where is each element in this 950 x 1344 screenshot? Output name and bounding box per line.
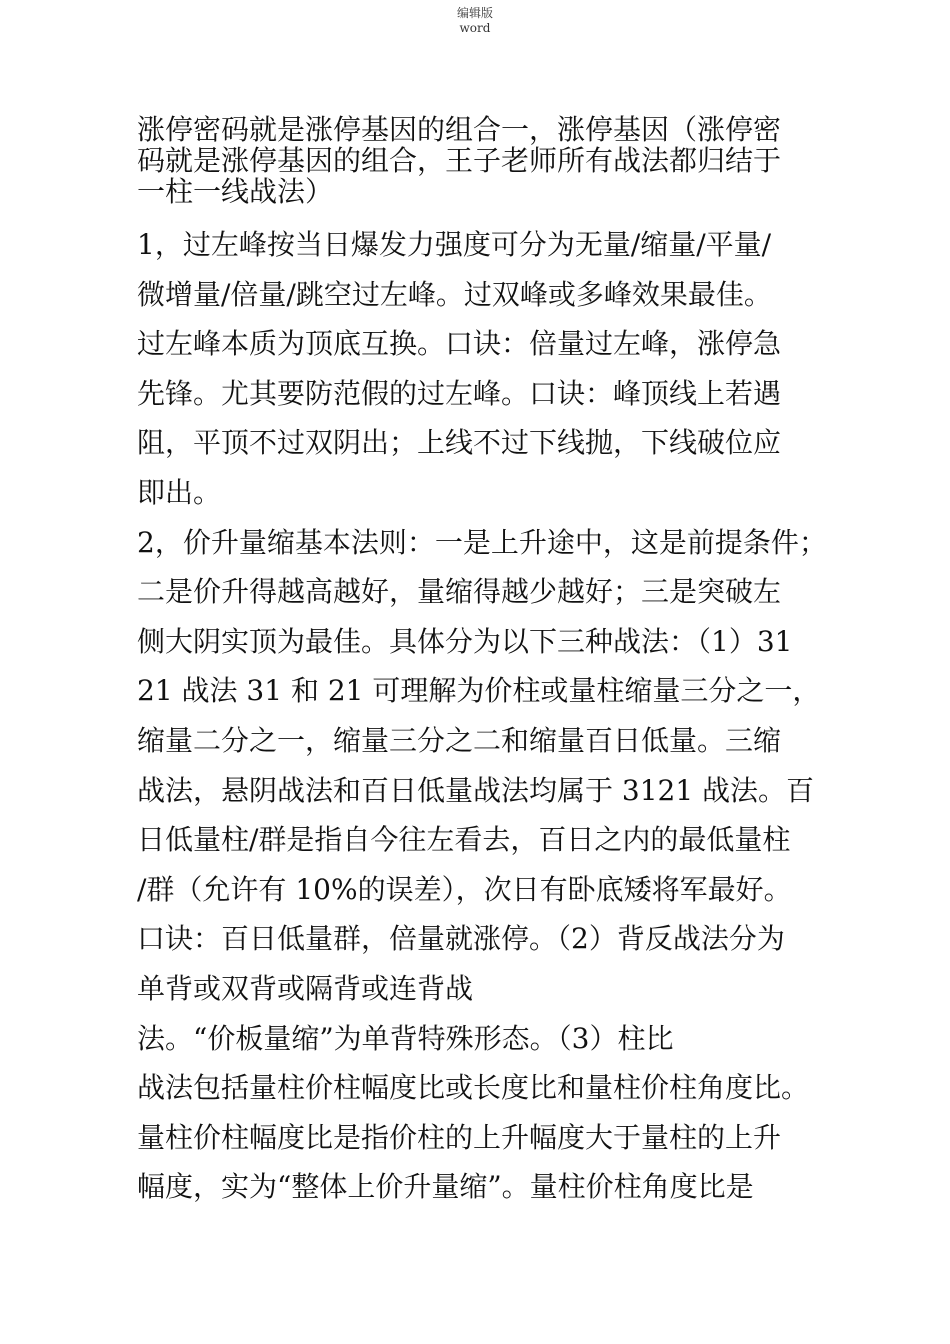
header-label: 编辑版	[456, 6, 493, 20]
body-line: 即出。	[137, 475, 222, 509]
body-line: 口诀：百日低量群，倍量就涨停。（2）背反战法分为	[137, 922, 785, 956]
body-line: 21 战法 31 和 21 可理解为价柱或量柱缩量三分之一，	[137, 674, 821, 708]
header-sublabel: word	[459, 21, 491, 35]
document-body	[137, 220, 857, 1212]
body-line: 先锋。尤其要防范假的过左峰。口诀：峰顶线上若遇	[137, 376, 782, 410]
body-line: 侧大阴实顶为最佳。具体分为以下三种战法：（1）31	[137, 624, 793, 658]
title-line: 涨停密码就是涨停基因的组合一，涨停基因（涨停密	[137, 113, 782, 146]
title-line: 码就是涨停基因的组合，王子老师所有战法都归结于	[137, 144, 782, 177]
body-line: 1，过左峰按当日爆发力强度可分为无量/缩量/平量/	[137, 228, 772, 261]
body-line: 单背或双背或隔背或连背战	[137, 971, 474, 1005]
body-line: 战法，悬阴战法和百日低量战法均属于 3121 战法。百	[137, 773, 815, 807]
body-line: 量柱价柱幅度比是指价柱的上升幅度大于量柱的上升	[137, 1120, 782, 1154]
body-line: 2，价升量缩基本法则：一是上升途中，这是前提条件；	[137, 525, 827, 559]
document-title	[137, 114, 857, 207]
body-line: 过左峰本质为顶底互换。口诀：倍量过左峰，涨停急	[137, 327, 782, 361]
body-line: 日低量柱/群是指自今往左看去，百日之内的最低量柱	[137, 823, 791, 857]
body-line: 微增量/倍量/跳空过左峰。过双峰或多峰效果最佳。	[137, 277, 772, 311]
body-line: 法。“价板量缩”为单背特殊形态。（3）柱比	[137, 1021, 674, 1055]
page-header	[0, 6, 950, 36]
body-line: 战法包括量柱价柱幅度比或长度比和量柱价柱角度比。	[137, 1071, 810, 1105]
body-line: 缩量二分之一，缩量三分之二和缩量百日低量。三缩	[137, 723, 782, 757]
body-line: 阻，平顶不过双阴出；上线不过下线抛，下线破位应	[137, 426, 782, 460]
title-line: 一柱一线战法）	[137, 175, 334, 208]
body-line: 幅度，实为“整体上价升量缩”。量柱价柱角度比是	[137, 1170, 754, 1204]
body-line: /群（允许有 10%的误差），次日有卧底矮将军最好。	[137, 872, 792, 906]
body-line: 二是价升得越高越好，量缩得越少越好；三是突破左	[137, 575, 782, 609]
